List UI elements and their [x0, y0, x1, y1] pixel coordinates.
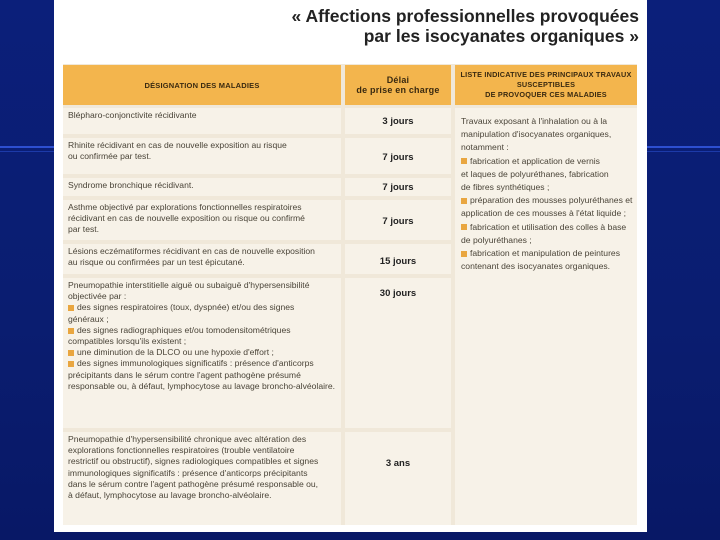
travaux-text-line: préparation des mousses polyuréthanes et — [461, 194, 633, 207]
disease-text-line: par test. — [68, 224, 100, 235]
header-delai-line1: Délai — [386, 75, 410, 85]
delai-cell: 7 jours — [345, 200, 451, 240]
bullet-square-icon — [461, 158, 467, 164]
disease-text-line: dans le sérum contre l'agent pathogène présumé responsable ou, — [68, 478, 319, 489]
bullet-square-icon — [68, 350, 74, 356]
header-liste-line1: LISTE INDICATIVE DES PRINCIPAUX TRAVAUX SUSCEPTIBLES — [460, 70, 632, 89]
travaux-text-line: fabrication et manipulation de peintures — [461, 247, 633, 260]
bullet-square-icon — [68, 361, 74, 367]
disease-text-line: compatibles lorsqu'ils existent ; — [68, 336, 187, 347]
disease-text-line: généraux ; — [68, 313, 109, 324]
disease-text-line: Lésions eczématiformes récidivant en cas de nouvelle exposition — [68, 246, 315, 256]
travaux-text-line: fabrication et utilisation des colles à base — [461, 221, 633, 234]
disease-text-line: Syndrome bronchique récidivant. — [68, 180, 194, 190]
disease-text-line: objectivée par : — [68, 291, 127, 302]
document-sheet — [54, 0, 647, 532]
disease-text-line: explorations fonctionnelles respiratoires (trouble ventilatoire — [68, 445, 295, 456]
disease-cell — [63, 200, 341, 240]
travaux-text-line: Travaux exposant à l'inhalation ou à la — [461, 116, 608, 126]
disease-text-line: récidivant en cas de nouvelle exposition ou risque ou confirmé — [68, 213, 305, 224]
disease-text-line: responsable ou, à défaut, lymphocytose au lavage broncho-alvéolaire. — [68, 380, 336, 391]
disease-text-line: Pneumopathie d'hypersensibilité chronique avec altération des — [68, 434, 307, 444]
travaux-cell — [455, 108, 637, 525]
delai-cell: 3 ans — [345, 432, 451, 525]
disease-cell — [63, 108, 341, 134]
bullet-square-icon — [68, 328, 74, 334]
disease-cell — [63, 278, 341, 428]
disease-cell — [63, 138, 341, 174]
travaux-text-line: notamment : — [461, 142, 509, 153]
travaux-text-line: fabrication et application de vernis — [461, 155, 633, 168]
disease-text-line: Rhinite récidivant en cas de nouvelle exposition au risque — [68, 140, 287, 150]
disease-cell — [63, 178, 341, 196]
delai-cell: 3 jours — [345, 108, 451, 134]
delai-cell: 30 jours — [345, 278, 451, 428]
disease-cell — [63, 244, 341, 274]
bullet-square-icon — [461, 224, 467, 230]
disease-text-line: immunologiques significatifs : présence d'anticorps précipitants — [68, 467, 308, 478]
disease-text-line: une diminution de la DLCO ou une hypoxie d'effort ; — [68, 347, 337, 358]
disease-text-line: des signes respiratoires (toux, dyspnée) et/ou des signes — [68, 302, 337, 313]
bullet-square-icon — [461, 198, 467, 204]
header-designation: DÉSIGNATION DES MALADIES — [63, 65, 341, 105]
disease-text-line: des signes immunologiques significatifs : présence d'anticorps — [68, 358, 337, 369]
disease-text-line: restrictif ou obstructif), signes radiologiques compatibles et signes — [68, 456, 319, 467]
delai-cell: 7 jours — [345, 138, 451, 174]
disease-text-line: à défaut, lymphocytose au lavage broncho-alvéolaire. — [68, 490, 272, 501]
disease-text-line: précipitants dans le sérum contre l'agent pathogène présumé — [68, 369, 301, 380]
disease-text-line: Blépharo-conjonctivite récidivante — [68, 110, 197, 120]
disease-text-line: des signes radiographiques et/ou tomodensitométriques — [68, 325, 337, 336]
header-liste-line2: DE PROVOQUER CES MALADIES — [485, 90, 607, 99]
bullet-square-icon — [68, 305, 74, 311]
disease-text-line: Asthme objectivé par explorations fonctionnelles respiratoires — [68, 202, 302, 212]
disease-text-line: ou confirmée par test. — [68, 151, 152, 162]
travaux-text-line: manipulation d'isocyanates organiques, — [461, 129, 612, 140]
header-delai — [345, 65, 451, 105]
title-line-2: par les isocyanates organiques » — [363, 26, 639, 46]
delai-cell: 7 jours — [345, 178, 451, 196]
travaux-text-line: de polyuréthanes ; — [461, 234, 532, 245]
disease-text-line: au risque ou confirmées par un test épicutané. — [68, 257, 245, 268]
header-liste — [455, 65, 637, 105]
travaux-text-line: contenant des isocyanates organiques. — [461, 261, 611, 272]
header-delai-line2: de prise en charge — [356, 85, 440, 95]
page-title — [292, 6, 640, 46]
bullet-square-icon — [461, 251, 467, 257]
title-line-1: « Affections professionnelles provoquées — [291, 6, 639, 26]
travaux-text-line: et laques de polyuréthanes, fabrication — [461, 168, 609, 179]
delai-cell: 15 jours — [345, 244, 451, 274]
travaux-text-line: application de ces mousses à l'état liquide ; — [461, 208, 627, 219]
disease-text-line: Pneumopathie interstitielle aiguë ou subaiguë d'hypersensibilité — [68, 280, 310, 290]
travaux-text-line: de fibres synthétiques ; — [461, 182, 550, 193]
disease-cell — [63, 432, 341, 525]
diseases-table — [63, 64, 637, 525]
